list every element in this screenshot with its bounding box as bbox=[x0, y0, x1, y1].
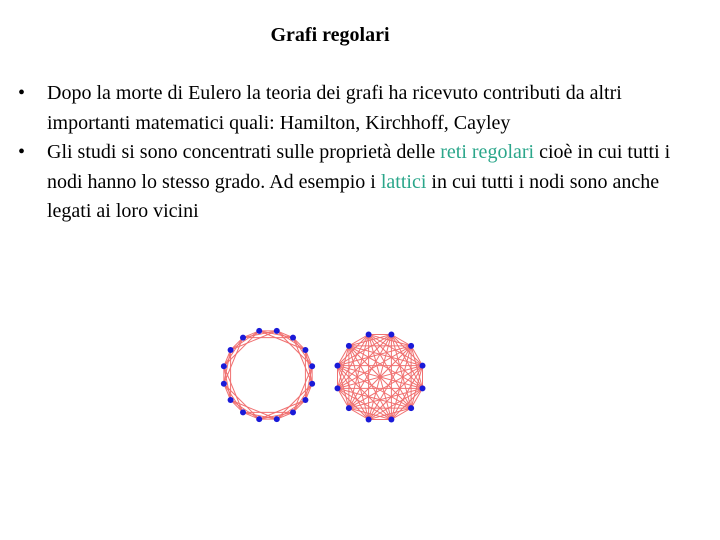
graph-edge bbox=[277, 412, 293, 419]
highlight-lattici: lattici bbox=[380, 170, 427, 193]
graph-edge bbox=[224, 366, 231, 400]
ring-lattice-graph bbox=[221, 328, 315, 422]
graph-node bbox=[221, 381, 227, 387]
graph-node bbox=[309, 363, 315, 369]
graph-edge bbox=[337, 366, 422, 389]
graph-edge bbox=[337, 366, 368, 420]
graph-edge bbox=[369, 334, 423, 388]
graph-edge bbox=[231, 331, 277, 350]
graph-edge bbox=[224, 350, 231, 384]
graph-node bbox=[240, 335, 246, 341]
bullet-item-2 bbox=[18, 138, 688, 227]
graph-edge bbox=[224, 338, 243, 384]
bullet-text-middle: cioè in cui tutti i nodi hanno lo stesso grado. Ad esempio i bbox=[47, 141, 671, 193]
graph-edge bbox=[305, 350, 312, 384]
graph-edge bbox=[231, 400, 277, 419]
graph-edge bbox=[349, 346, 411, 408]
graph-edge bbox=[293, 384, 312, 413]
graph-node bbox=[290, 335, 296, 341]
graph-edge bbox=[224, 384, 243, 413]
graph-node bbox=[240, 409, 246, 415]
graph-edge bbox=[369, 366, 423, 420]
graph-edge bbox=[369, 334, 412, 408]
graph-edge bbox=[293, 338, 305, 350]
graph-edge bbox=[259, 400, 305, 419]
graph-edge bbox=[224, 338, 243, 367]
graph-node bbox=[221, 363, 227, 369]
graph-edge bbox=[337, 388, 368, 419]
graph-edge bbox=[337, 366, 422, 389]
graph-edge bbox=[391, 408, 411, 419]
graph-edge bbox=[277, 331, 312, 366]
graph-edge bbox=[391, 334, 422, 365]
graph-edge bbox=[293, 338, 312, 367]
graph-node bbox=[274, 416, 280, 422]
graph-edge bbox=[293, 400, 305, 412]
graph-node bbox=[388, 417, 394, 423]
graph-edge bbox=[337, 334, 368, 365]
graph-edge bbox=[231, 331, 260, 350]
graph-node bbox=[388, 331, 394, 337]
graph-node bbox=[302, 347, 308, 353]
graph-edge bbox=[369, 346, 412, 420]
graph-edge bbox=[369, 388, 423, 419]
graph-edge bbox=[277, 331, 293, 338]
graph-edge bbox=[349, 334, 392, 345]
graph-edge bbox=[349, 346, 423, 389]
graph-edge bbox=[349, 334, 369, 408]
graph-edge bbox=[224, 384, 231, 400]
graph-edge bbox=[259, 331, 305, 350]
graph-edge bbox=[337, 334, 391, 365]
graph-edge bbox=[369, 408, 412, 419]
bullet-marker: • bbox=[18, 82, 26, 104]
graph-edge bbox=[369, 334, 392, 419]
graph-edge bbox=[224, 350, 231, 366]
graph-node bbox=[346, 343, 352, 349]
graph-edge bbox=[349, 334, 369, 345]
graph-node bbox=[228, 397, 234, 403]
graph-edge bbox=[243, 412, 259, 419]
graph-edge bbox=[337, 388, 348, 408]
graph-node bbox=[274, 328, 280, 334]
bullet-text-after: in cui tutti i nodi sono anche legati ai loro vicini bbox=[47, 170, 660, 222]
graph-edge bbox=[337, 346, 348, 366]
graph-node bbox=[346, 405, 352, 411]
graph-node bbox=[334, 363, 340, 369]
graph-edge bbox=[293, 338, 312, 384]
graph-edge bbox=[411, 366, 422, 409]
bullet-item-1 bbox=[18, 79, 688, 138]
graph-edge bbox=[277, 400, 306, 419]
graph-edge bbox=[349, 346, 423, 366]
graph-node bbox=[408, 405, 414, 411]
graph-edge bbox=[349, 366, 423, 409]
graph-edge bbox=[391, 346, 411, 420]
graph-node bbox=[256, 416, 262, 422]
graph-edge bbox=[349, 346, 411, 408]
graph-edge bbox=[391, 334, 422, 388]
graph-edge bbox=[411, 388, 422, 408]
graph-edge bbox=[369, 334, 412, 345]
graph-edge bbox=[337, 334, 368, 388]
graph-edge bbox=[337, 334, 391, 388]
graph-edge bbox=[391, 388, 422, 419]
graph-edge bbox=[224, 331, 259, 366]
graph-edge bbox=[337, 346, 411, 366]
bullet-marker: • bbox=[18, 141, 26, 163]
graph-edge bbox=[277, 331, 306, 350]
graph-edge bbox=[337, 366, 411, 409]
graph-edge bbox=[277, 384, 312, 419]
graph-edge bbox=[337, 366, 348, 409]
graph-edge bbox=[349, 388, 423, 408]
graph-edge bbox=[224, 384, 259, 419]
bullet-text: Dopo la morte di Eulero la teoria dei grafi ha ricevuto contributi da altri importanti matematici quali: Hamilton, Kirchhoff, Cayley bbox=[47, 82, 622, 134]
graph-edge bbox=[391, 366, 422, 420]
graph-edge bbox=[231, 338, 243, 350]
dense-regular-graph bbox=[334, 331, 425, 422]
graph-edge bbox=[231, 400, 243, 412]
highlight-reti-regolari: reti regolari bbox=[440, 141, 535, 163]
graph-edge bbox=[349, 346, 369, 420]
graph-edge bbox=[337, 346, 411, 389]
graph-edge bbox=[259, 412, 293, 419]
graph-edge bbox=[349, 334, 392, 408]
graph-edge bbox=[305, 366, 312, 400]
slide-title: Grafi regolari bbox=[270, 24, 390, 46]
graph-node bbox=[228, 347, 234, 353]
graph-edge bbox=[293, 366, 312, 412]
graph-edge bbox=[224, 366, 243, 412]
graph-edge bbox=[337, 366, 391, 420]
graph-edge bbox=[391, 334, 411, 345]
graph-edge bbox=[349, 408, 369, 419]
bullet-text-before: Gli studi si sono concentrati sulle proprietà delle bbox=[47, 141, 441, 163]
graph-edge bbox=[337, 388, 391, 419]
graph-edge bbox=[411, 346, 422, 389]
graph-edge bbox=[337, 388, 411, 408]
graph-edge bbox=[305, 384, 312, 400]
graph-node bbox=[366, 331, 372, 337]
graph-edge bbox=[337, 346, 348, 389]
graph-edge bbox=[391, 334, 411, 408]
graph-node bbox=[334, 385, 340, 391]
graph-node bbox=[408, 343, 414, 349]
graph-edge bbox=[259, 331, 293, 338]
graph-edge bbox=[243, 331, 259, 338]
graph-edge bbox=[369, 334, 392, 419]
graph-node bbox=[366, 417, 372, 423]
graph-node bbox=[302, 397, 308, 403]
graph-edge bbox=[349, 408, 392, 419]
graph-node bbox=[420, 385, 426, 391]
graph-node bbox=[420, 363, 426, 369]
bullet-list bbox=[18, 79, 688, 227]
graph-edge bbox=[243, 412, 277, 419]
graph-edge bbox=[243, 331, 277, 338]
graph-node bbox=[309, 381, 315, 387]
graph-edge bbox=[369, 334, 423, 365]
graph-edge bbox=[305, 350, 312, 366]
graph-edge bbox=[231, 400, 260, 419]
graph-edge bbox=[411, 346, 422, 366]
graph-node bbox=[290, 409, 296, 415]
graph-edge bbox=[349, 346, 392, 420]
graph-node bbox=[256, 328, 262, 334]
